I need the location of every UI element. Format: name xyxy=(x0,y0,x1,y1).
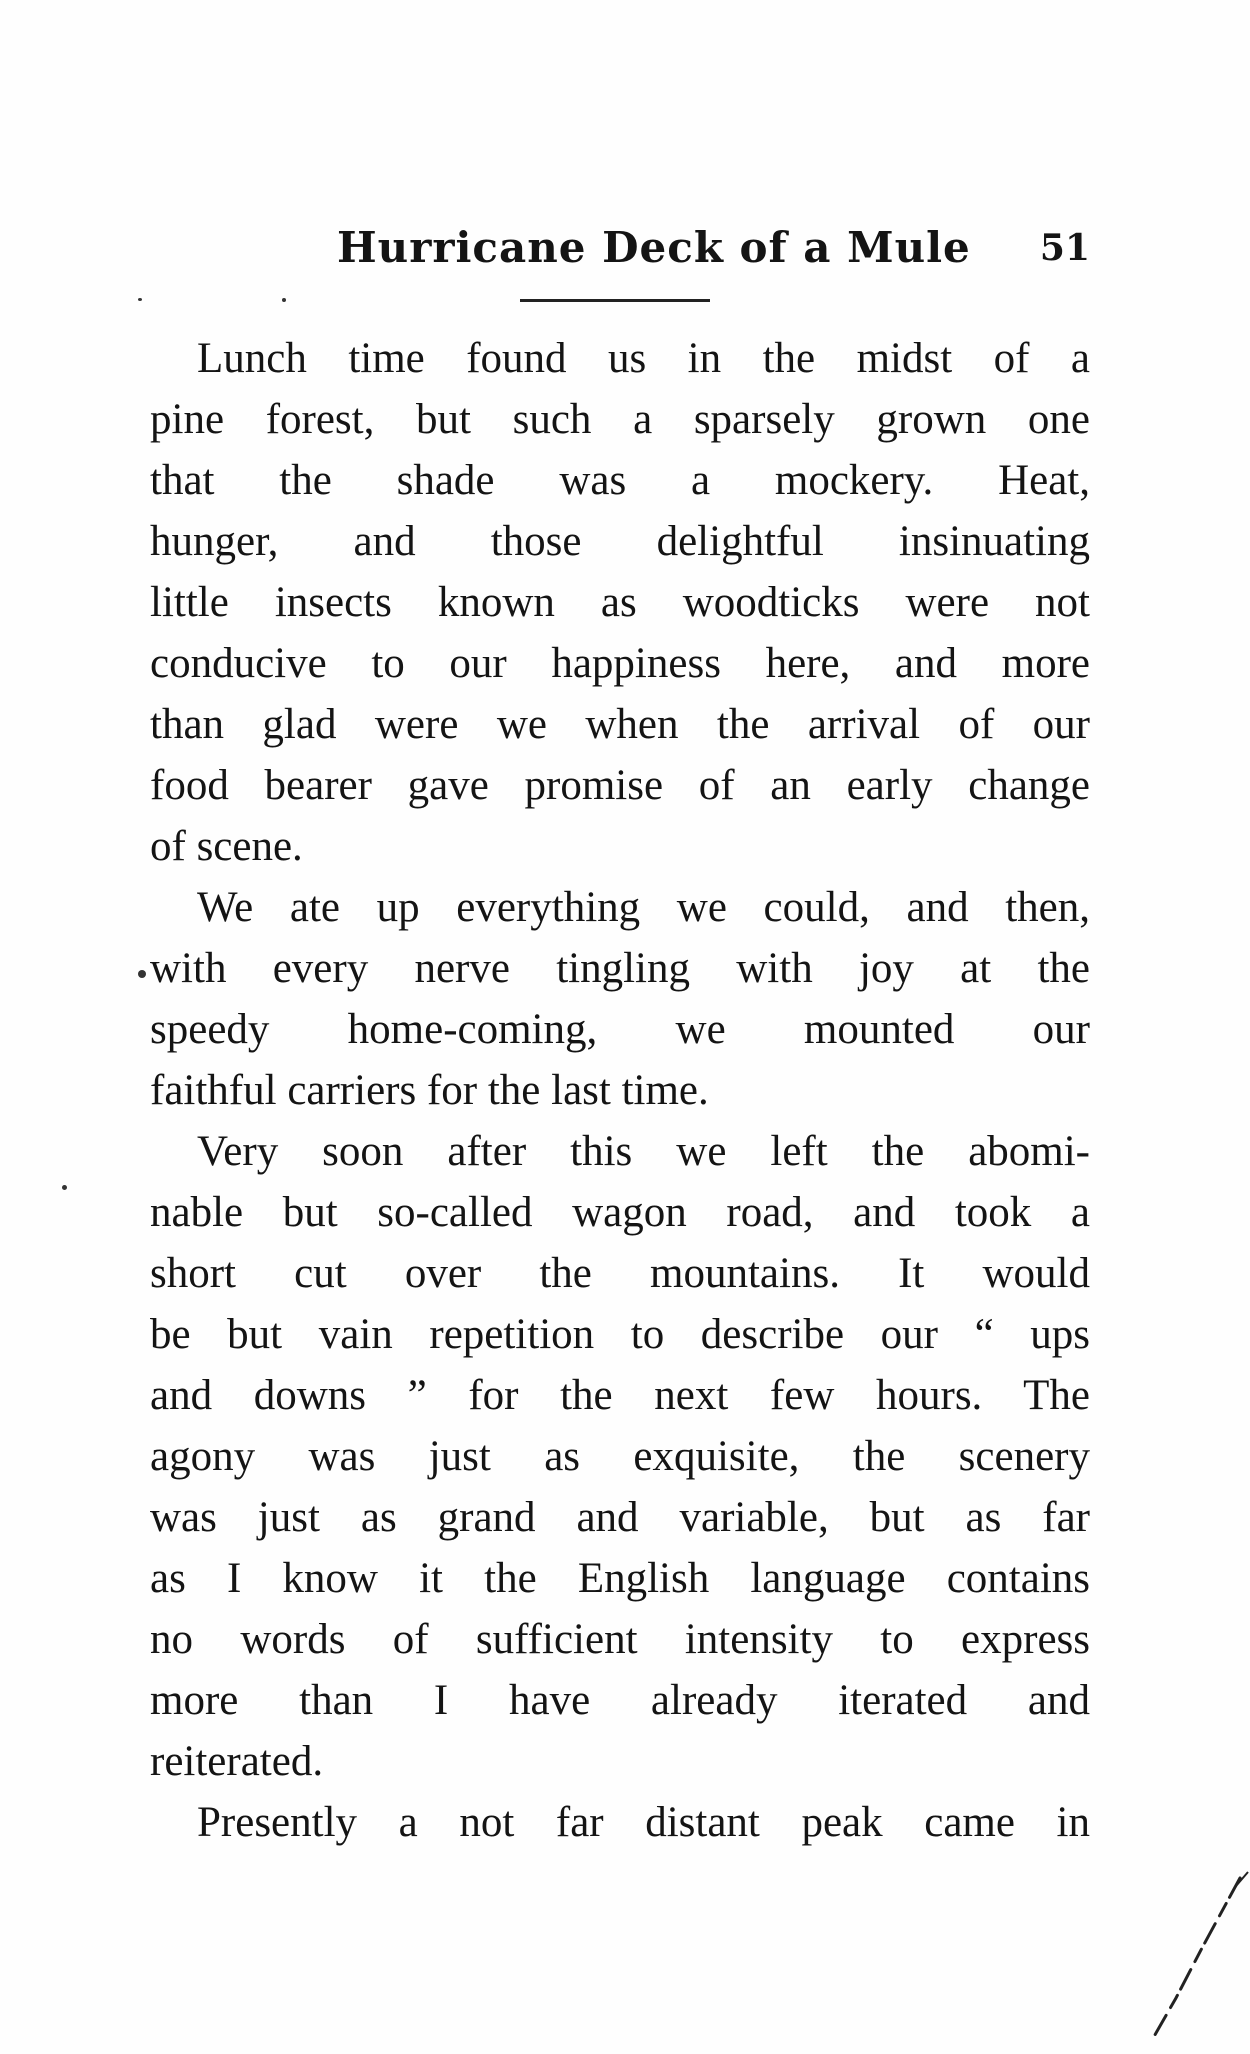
text-line: hunger, and those delightful insinuating xyxy=(150,518,1090,565)
text-line: that the shade was a mockery. Heat, xyxy=(150,457,1090,504)
paragraph-4 xyxy=(150,1792,1090,1853)
text-line: food bearer gave promise of an early change xyxy=(150,762,1090,809)
text-line: was just as grand and variable, but as far xyxy=(150,1494,1090,1541)
text-line: short cut over the mountains. It would xyxy=(150,1250,1090,1297)
text-line: speedy home-coming, we mounted our xyxy=(150,1006,1090,1053)
paragraph-2 xyxy=(150,877,1090,1121)
text-line: and downs ” for the next few hours. The xyxy=(150,1372,1090,1419)
scan-speck xyxy=(138,298,142,301)
text-line: than glad were we when the arrival of our xyxy=(150,701,1090,748)
text-line: nable but so-called wagon road, and took a xyxy=(150,1189,1090,1236)
paragraph-3 xyxy=(150,1121,1090,1792)
text-line: Presently a not far distant peak came in xyxy=(197,1799,1090,1846)
running-head xyxy=(150,218,1090,278)
text-line: We ate up everything we could, and then, xyxy=(197,884,1090,931)
text-line: of scene. xyxy=(150,823,303,870)
text-line: pine forest, but such a sparsely grown one xyxy=(150,396,1090,443)
text-line: agony was just as exquisite, the scenery xyxy=(150,1433,1090,1480)
text-line: Lunch time found us in the midst of a xyxy=(197,335,1090,382)
text-line: little insects known as woodticks were not xyxy=(150,579,1090,626)
scan-speck xyxy=(282,298,286,302)
text-line: more than I have already iterated and xyxy=(150,1677,1090,1724)
text-line: be but vain repetition to describe our “ ups xyxy=(150,1311,1090,1358)
paragraph-1 xyxy=(150,328,1090,877)
text-line: with every nerve tingling with joy at the xyxy=(150,945,1090,992)
page-number: 51 xyxy=(1039,227,1090,269)
text-line: Very soon after this we left the abomi- xyxy=(197,1128,1090,1175)
header-rule xyxy=(520,299,710,302)
text-line: faithful carriers for the last time. xyxy=(150,1067,709,1114)
text-line: reiterated. xyxy=(150,1738,324,1785)
scan-speck xyxy=(62,1185,67,1190)
text-line: conducive to our happiness here, and more xyxy=(150,640,1090,687)
text-line: no words of sufficient intensity to express xyxy=(150,1616,1090,1663)
text-line: as I know it the English language contains xyxy=(150,1555,1090,1602)
pencil-mark xyxy=(1090,1870,1250,2050)
scan-speck xyxy=(138,970,146,978)
body-text xyxy=(150,328,1090,1853)
running-title: Hurricane Deck of a Mule xyxy=(337,223,971,272)
